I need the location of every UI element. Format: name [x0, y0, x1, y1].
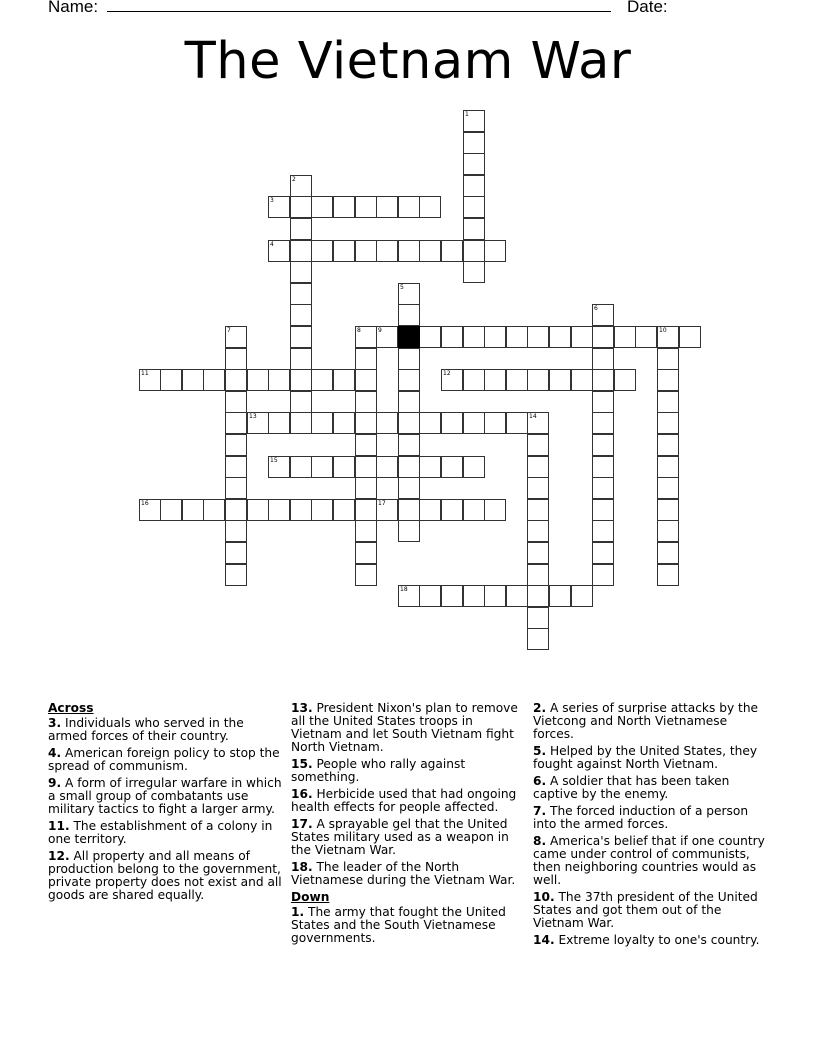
- grid-cell[interactable]: [592, 304, 614, 326]
- grid-cell[interactable]: [268, 499, 290, 521]
- grid-cell[interactable]: [441, 585, 463, 607]
- grid-cell[interactable]: [463, 326, 485, 348]
- clue-down-14: 14. Extreme loyalty to one's country.: [533, 933, 760, 947]
- clue-down-6: 6. A soldier that has been taken captive by the enemy.: [533, 774, 730, 801]
- clue-number: 10: [659, 327, 667, 334]
- grid-cell[interactable]: [592, 326, 614, 348]
- grid-cell[interactable]: [225, 391, 247, 413]
- grid-cell[interactable]: [592, 542, 614, 564]
- grid-cell[interactable]: [463, 585, 485, 607]
- grid-cell[interactable]: [355, 348, 377, 370]
- grid-cell[interactable]: [247, 499, 269, 521]
- grid-cell[interactable]: [333, 196, 355, 218]
- grid-cell[interactable]: [463, 153, 485, 175]
- clue-number: 11: [141, 370, 149, 377]
- clue-down-7: 7. The forced induction of a person into the armed forces.: [533, 804, 749, 831]
- grid-cell[interactable]: [398, 456, 420, 478]
- grid-cell[interactable]: [592, 456, 614, 478]
- grid-cell[interactable]: [311, 412, 333, 434]
- grid-cell[interactable]: [398, 304, 420, 326]
- clues-column-2: [291, 702, 523, 949]
- grid-cell[interactable]: [441, 369, 463, 391]
- grid-cell[interactable]: [225, 477, 247, 499]
- grid-cell[interactable]: [398, 499, 420, 521]
- grid-cell[interactable]: [657, 542, 679, 564]
- grid-cell[interactable]: [527, 564, 549, 586]
- grid-cell[interactable]: [549, 369, 571, 391]
- clue-across-9: 9. A form of irregular warfare in which a small group of combatants use military tactics to fight a larger army.: [48, 776, 282, 816]
- grid-cell[interactable]: [139, 499, 161, 521]
- grid-cell[interactable]: [290, 261, 312, 283]
- grid-cell[interactable]: [592, 348, 614, 370]
- grid-cell[interactable]: [463, 175, 485, 197]
- clue-across-16: 16. Herbicide used that had ongoing health effects for people affected.: [291, 787, 517, 814]
- grid-cell[interactable]: [182, 499, 204, 521]
- grid-cell[interactable]: [657, 564, 679, 586]
- grid-cell[interactable]: [398, 369, 420, 391]
- grid-cell[interactable]: [398, 520, 420, 542]
- grid-cell[interactable]: [355, 520, 377, 542]
- grid-cell[interactable]: [463, 218, 485, 240]
- grid-cell[interactable]: [549, 585, 571, 607]
- grid-cell[interactable]: [484, 499, 506, 521]
- grid-cell[interactable]: [484, 412, 506, 434]
- grid-cell[interactable]: [592, 564, 614, 586]
- grid-cell[interactable]: [527, 326, 549, 348]
- grid-cell[interactable]: [225, 564, 247, 586]
- grid-cell[interactable]: [290, 283, 312, 305]
- clue-number: 16: [141, 500, 149, 507]
- grid-cell[interactable]: [419, 240, 441, 262]
- grid-cell[interactable]: [657, 326, 679, 348]
- grid-cell[interactable]: [463, 196, 485, 218]
- grid-cell[interactable]: [419, 326, 441, 348]
- grid-cell[interactable]: [333, 412, 355, 434]
- grid-cell[interactable]: [463, 240, 485, 262]
- grid-cell[interactable]: [679, 326, 701, 348]
- grid-cell[interactable]: [247, 369, 269, 391]
- grid-cell[interactable]: [441, 499, 463, 521]
- grid-cell[interactable]: [398, 348, 420, 370]
- grid-cell[interactable]: [527, 585, 549, 607]
- clues-column-1: [48, 702, 284, 906]
- grid-cell[interactable]: [225, 412, 247, 434]
- grid-cell[interactable]: [225, 499, 247, 521]
- clue-down-5: 5. Helped by the United States, they fought against North Vietnam.: [533, 744, 758, 771]
- grid-cell[interactable]: [614, 369, 636, 391]
- grid-cell[interactable]: [614, 326, 636, 348]
- grid-cell[interactable]: [311, 499, 333, 521]
- grid-cell[interactable]: [657, 434, 679, 456]
- grid-cell[interactable]: [657, 477, 679, 499]
- grid-cell[interactable]: [463, 110, 485, 132]
- grid-cell[interactable]: [419, 499, 441, 521]
- grid-cell[interactable]: [592, 477, 614, 499]
- black-square: [398, 326, 420, 348]
- grid-cell[interactable]: [484, 240, 506, 262]
- grid-cell[interactable]: [376, 240, 398, 262]
- grid-cell[interactable]: [527, 499, 549, 521]
- clue-number: 14: [529, 413, 537, 420]
- grid-cell[interactable]: [592, 434, 614, 456]
- across-heading: Across: [48, 701, 94, 715]
- grid-cell[interactable]: [290, 456, 312, 478]
- grid-cell[interactable]: [635, 326, 657, 348]
- grid-cell[interactable]: [657, 369, 679, 391]
- grid-cell[interactable]: [398, 283, 420, 305]
- clue-across-17: 17. A sprayable gel that the United States military used as a weapon in the Vietnam War.: [291, 817, 509, 857]
- grid-cell[interactable]: [268, 369, 290, 391]
- grid-cell[interactable]: [463, 132, 485, 154]
- clue-number: 2: [292, 176, 296, 183]
- name-label: Name:: [48, 0, 99, 16]
- clue-number: 6: [594, 305, 598, 312]
- grid-cell[interactable]: [311, 369, 333, 391]
- grid-cell[interactable]: [506, 326, 528, 348]
- clue-number: 7: [227, 327, 231, 334]
- grid-cell[interactable]: [333, 456, 355, 478]
- grid-cell[interactable]: [355, 412, 377, 434]
- grid-cell[interactable]: [203, 499, 225, 521]
- grid-cell[interactable]: [571, 585, 593, 607]
- grid-cell[interactable]: [657, 520, 679, 542]
- grid-cell[interactable]: [268, 456, 290, 478]
- grid-cell[interactable]: [657, 412, 679, 434]
- grid-cell[interactable]: [506, 412, 528, 434]
- grid-cell[interactable]: [441, 412, 463, 434]
- grid-cell[interactable]: [484, 326, 506, 348]
- grid-cell[interactable]: [290, 369, 312, 391]
- grid-cell[interactable]: [290, 175, 312, 197]
- clue-down-2: 2. A series of surprise attacks by the Vietcong and North Vietnamese forces.: [533, 701, 759, 741]
- date-label: Date:: [627, 0, 668, 16]
- clue-number: 4: [270, 241, 274, 248]
- clue-across-15: 15. People who rally against something.: [291, 757, 466, 784]
- clue-down-1: 1. The army that fought the United States and the South Vietnamese governments.: [291, 905, 506, 945]
- clue-number: 15: [270, 457, 278, 464]
- grid-cell[interactable]: [376, 412, 398, 434]
- grid-cell[interactable]: [333, 369, 355, 391]
- grid-cell[interactable]: [527, 369, 549, 391]
- grid-cell[interactable]: [657, 348, 679, 370]
- grid-cell[interactable]: [225, 434, 247, 456]
- grid-cell[interactable]: [484, 369, 506, 391]
- clue-across-3: 3. Individuals who served in the armed forces of their country.: [48, 716, 244, 743]
- grid-cell[interactable]: [419, 412, 441, 434]
- grid-cell[interactable]: [592, 412, 614, 434]
- grid-cell[interactable]: [419, 456, 441, 478]
- grid-cell[interactable]: [290, 348, 312, 370]
- grid-cell[interactable]: [592, 391, 614, 413]
- grid-cell[interactable]: [419, 585, 441, 607]
- grid-cell[interactable]: [290, 412, 312, 434]
- grid-cell[interactable]: [160, 369, 182, 391]
- clue-number: 1: [465, 111, 469, 118]
- grid-cell[interactable]: [268, 196, 290, 218]
- grid-cell[interactable]: [398, 477, 420, 499]
- grid-cell[interactable]: [527, 542, 549, 564]
- grid-cell[interactable]: [333, 499, 355, 521]
- grid-cell[interactable]: [376, 196, 398, 218]
- grid-cell[interactable]: [571, 369, 593, 391]
- grid-cell[interactable]: [506, 369, 528, 391]
- clue-number: 13: [249, 413, 257, 420]
- grid-cell[interactable]: [290, 196, 312, 218]
- grid-cell[interactable]: [311, 196, 333, 218]
- grid-cell[interactable]: [290, 391, 312, 413]
- grid-cell[interactable]: [463, 499, 485, 521]
- grid-cell[interactable]: [527, 477, 549, 499]
- grid-cell[interactable]: [355, 369, 377, 391]
- grid-cell[interactable]: [290, 499, 312, 521]
- grid-cell[interactable]: [463, 261, 485, 283]
- clue-down-8: 8. America's belief that if one country came under control of communists, then neighboring countries would as well.: [533, 834, 765, 887]
- clue-number: 12: [443, 370, 451, 377]
- grid-cell[interactable]: [139, 369, 161, 391]
- grid-cell[interactable]: [592, 499, 614, 521]
- grid-cell[interactable]: [657, 456, 679, 478]
- grid-cell[interactable]: [398, 434, 420, 456]
- grid-cell[interactable]: [225, 456, 247, 478]
- clue-across-11: 11. The establishment of a colony in one territory.: [48, 819, 273, 846]
- grid-cell[interactable]: [592, 369, 614, 391]
- grid-cell[interactable]: [398, 391, 420, 413]
- grid-cell[interactable]: [549, 326, 571, 348]
- grid-cell[interactable]: [592, 520, 614, 542]
- clue-number: 3: [270, 197, 274, 204]
- grid-cell[interactable]: [527, 628, 549, 650]
- clue-number: 9: [378, 327, 382, 334]
- clue-down-10: 10. The 37th president of the United States and got them out of the Vietnam War.: [533, 890, 758, 930]
- grid-cell[interactable]: [225, 520, 247, 542]
- grid-cell[interactable]: [225, 542, 247, 564]
- grid-cell[interactable]: [225, 348, 247, 370]
- grid-cell[interactable]: [527, 607, 549, 629]
- grid-cell[interactable]: [484, 585, 506, 607]
- grid-cell[interactable]: [376, 456, 398, 478]
- clues-column-3: [533, 702, 769, 951]
- grid-cell[interactable]: [225, 326, 247, 348]
- clue-number: 8: [357, 327, 361, 334]
- grid-cell[interactable]: [268, 240, 290, 262]
- down-heading: Down: [291, 890, 330, 904]
- grid-cell[interactable]: [333, 240, 355, 262]
- grid-cell[interactable]: [268, 412, 290, 434]
- grid-cell[interactable]: [355, 434, 377, 456]
- grid-cell[interactable]: [355, 456, 377, 478]
- grid-cell[interactable]: [355, 542, 377, 564]
- grid-cell[interactable]: [376, 326, 398, 348]
- grid-cell[interactable]: [355, 240, 377, 262]
- grid-cell[interactable]: [441, 456, 463, 478]
- grid-cell[interactable]: [527, 434, 549, 456]
- grid-cell[interactable]: [398, 412, 420, 434]
- grid-cell[interactable]: [441, 240, 463, 262]
- grid-cell[interactable]: [657, 391, 679, 413]
- grid-cell[interactable]: [290, 240, 312, 262]
- grid-cell[interactable]: [160, 499, 182, 521]
- grid-cell[interactable]: [290, 218, 312, 240]
- grid-cell[interactable]: [463, 369, 485, 391]
- grid-cell[interactable]: [290, 326, 312, 348]
- grid-cell[interactable]: [311, 456, 333, 478]
- grid-cell[interactable]: [355, 499, 377, 521]
- grid-cell[interactable]: [355, 326, 377, 348]
- grid-cell[interactable]: [355, 196, 377, 218]
- grid-cell[interactable]: [463, 412, 485, 434]
- grid-cell[interactable]: [398, 240, 420, 262]
- grid-cell[interactable]: [376, 499, 398, 521]
- grid-cell[interactable]: [355, 477, 377, 499]
- grid-cell[interactable]: [182, 369, 204, 391]
- grid-cell[interactable]: [657, 499, 679, 521]
- page-title: The Vietnam War: [184, 32, 632, 91]
- clue-number: 17: [378, 500, 386, 507]
- grid-cell[interactable]: [311, 240, 333, 262]
- clue-across-4: 4. American foreign policy to stop the spread of communism.: [48, 746, 280, 773]
- grid-cell[interactable]: [506, 585, 528, 607]
- grid-cell[interactable]: [527, 412, 549, 434]
- grid-cell[interactable]: [247, 412, 269, 434]
- grid-cell[interactable]: [225, 369, 247, 391]
- grid-cell[interactable]: [419, 196, 441, 218]
- clue-across-12: 12. All property and all means of production belong to the government, private property does not exist and all goods are shared equally.: [48, 849, 282, 902]
- grid-cell[interactable]: [463, 456, 485, 478]
- grid-cell[interactable]: [398, 196, 420, 218]
- grid-cell[interactable]: [355, 391, 377, 413]
- grid-cell[interactable]: [203, 369, 225, 391]
- clue-across-18: 18. The leader of the North Vietnamese during the Vietnam War.: [291, 860, 516, 887]
- grid-cell[interactable]: [441, 326, 463, 348]
- grid-cell[interactable]: [398, 585, 420, 607]
- clue-number: 5: [400, 284, 404, 291]
- clue-across-13: 13. President Nixon's plan to remove all the United States troops in Vietnam and let South Vietnam fight North Vietnam.: [291, 701, 518, 754]
- grid-cell[interactable]: [290, 304, 312, 326]
- grid-cell[interactable]: [527, 520, 549, 542]
- grid-cell[interactable]: [527, 456, 549, 478]
- grid-cell[interactable]: [571, 326, 593, 348]
- grid-cell[interactable]: [355, 564, 377, 586]
- clue-number: 18: [400, 586, 408, 593]
